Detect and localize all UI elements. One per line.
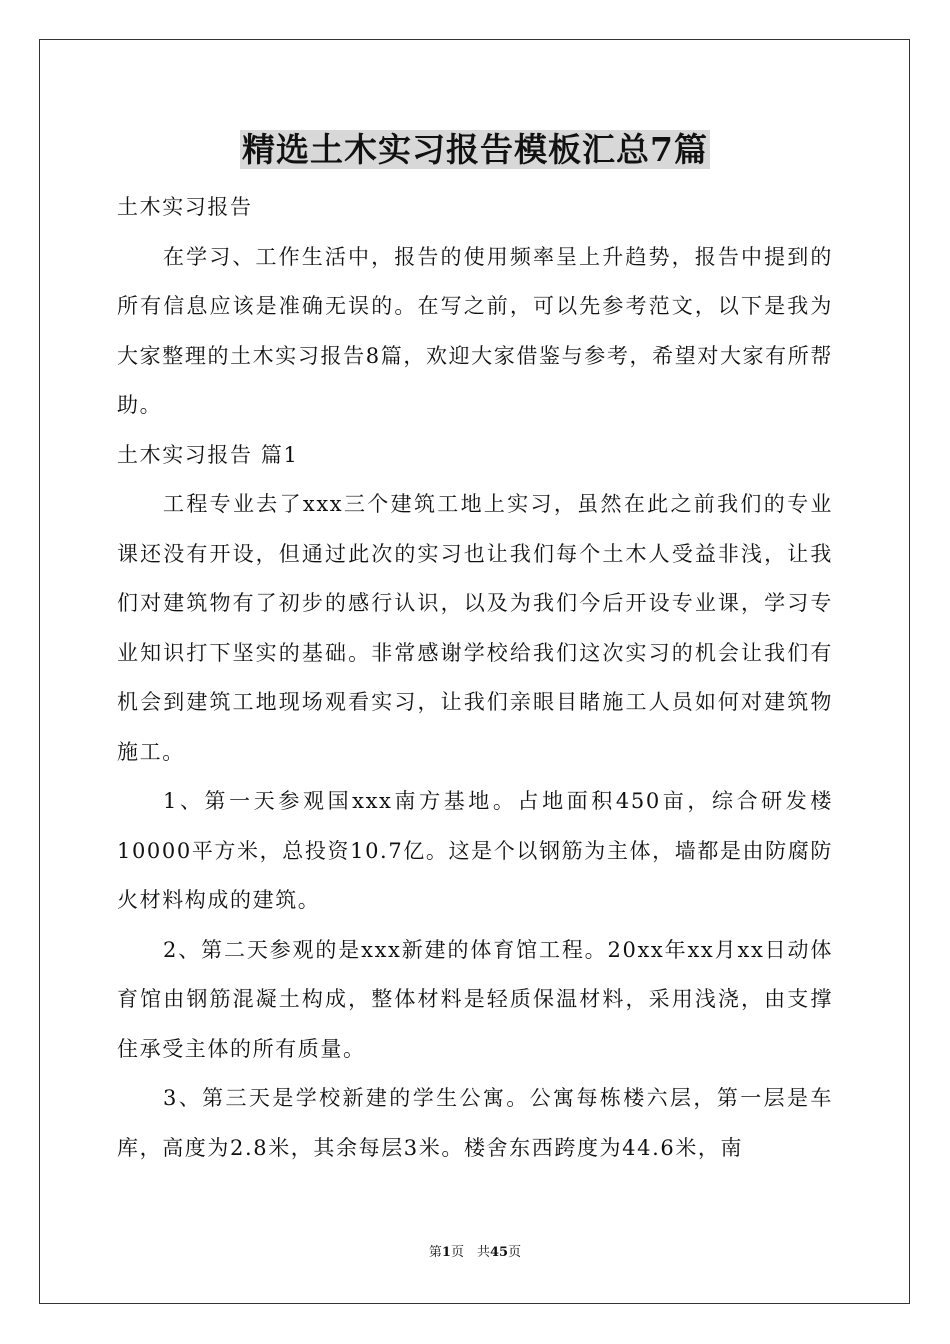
page-total: 45 — [489, 1245, 509, 1260]
body-paragraph: 3、第三天是学校新建的学生公寓。公寓每栋楼六层，第一层是车库，高度为2.8米，其余每层3米。楼舍东西跨度为44.6米，南 — [117, 1086, 833, 1160]
section-heading: 土木实习报告 — [117, 195, 253, 219]
document-title-text: 精选土木实习报告模板汇总7篇 — [242, 130, 708, 169]
page-mid: 页 共 — [450, 1245, 490, 1260]
body-paragraph: 2、第二天参观的是xxx新建的体育馆工程。20xx年xx月xx日动体育馆由钢筋混凝土构成，整体材料是轻质保温材料，采用浅浇，由支撑住承受主体的所有质量。 — [117, 937, 833, 1061]
body-paragraph: 1、第一天参观国xxx南方基地。占地面积450亩，综合研发楼10000平方米，总投资10.7亿。这是个以钢筋为主体，墙都是由防腐防火材料构成的建筑。 — [117, 789, 833, 912]
page-footer — [0, 1244, 950, 1262]
page-suffix: 页 — [508, 1245, 522, 1260]
section-heading: 土木实习报告 篇1 — [117, 442, 299, 467]
document-title — [0, 126, 950, 174]
document-body — [117, 183, 833, 1173]
intro-paragraph: 在学习、工作生活中，报告的使用频率呈上升趋势，报告中提到的所有信息应该是准确无误的。在写之前，可以先参考范文，以下是我为大家整理的土木实习报告8篇，欢迎大家借鉴与参考，希望对大家有所帮助。 — [117, 244, 833, 417]
body-paragraph: 工程专业去了xxx三个建筑工地上实习，虽然在此之前我们的专业课还没有开设，但通过此次的实习也让我们每个土木人受益非浅，让我们对建筑物有了初步的感行认识，以及为我们今后开设专业课，学习专业知识打下坚实的基础。非常感谢学校给我们这次实习的机会让我们有机会到建筑工地现场观看实习，让我们亲眼目睹施工人员如何对建筑物施工。 — [117, 492, 833, 764]
page-prefix: 第 — [428, 1245, 442, 1260]
page-current: 1 — [441, 1245, 451, 1260]
